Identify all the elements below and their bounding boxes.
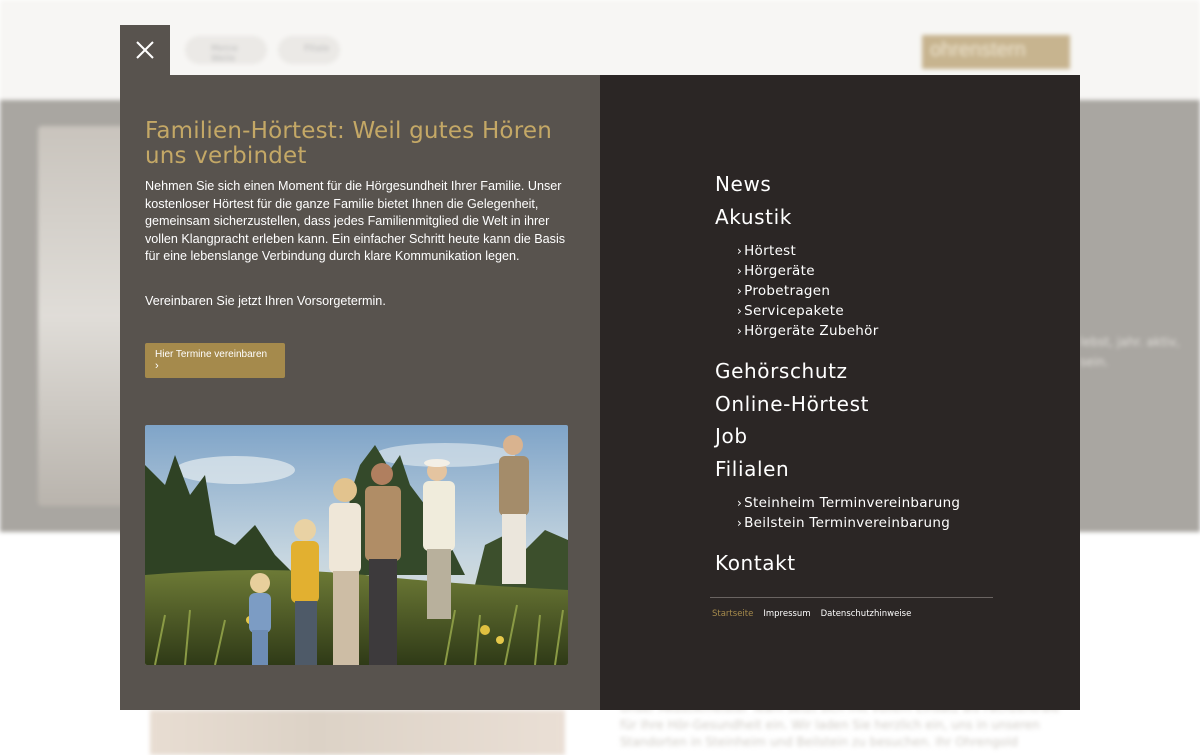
- nav-item-filialen[interactable]: Filialen: [715, 456, 790, 481]
- appointment-button[interactable]: [145, 343, 285, 378]
- chevron-right-icon: ›: [737, 496, 743, 510]
- nav-subitem-label: Probetragen: [744, 283, 831, 299]
- main-navigation: [715, 168, 1045, 580]
- filialen-submenu: [715, 485, 1045, 547]
- nav-subitem-label: Hörgeräte Zubehör: [744, 323, 879, 339]
- nav-item-kontakt[interactable]: Kontakt: [715, 551, 796, 575]
- promo-panel: [120, 75, 600, 710]
- background-text: lebst, jahr. aktiv, sein.: [1080, 335, 1180, 369]
- chevron-right-icon: ›: [737, 304, 743, 318]
- footer-link-datenschutz[interactable]: Datenschutzhinweise: [820, 609, 912, 619]
- footer-links: [712, 609, 911, 619]
- background-logo: ohrenstern: [922, 35, 1070, 69]
- chevron-right-icon: ›: [737, 324, 743, 338]
- chevron-right-icon: ›: [737, 264, 743, 278]
- nav-item-akustik[interactable]: Akustik: [715, 204, 792, 229]
- menu-modal: [120, 75, 1080, 710]
- background-photo: [150, 710, 565, 755]
- close-icon: [136, 41, 154, 59]
- nav-item-gehoerschutz[interactable]: Gehörschutz: [715, 359, 848, 383]
- akustik-submenu: [715, 233, 1045, 355]
- nav-item-online-hoertest[interactable]: Online-Hörtest: [715, 391, 870, 416]
- footer-link-startseite[interactable]: Startseite: [712, 609, 754, 619]
- nav-item-job[interactable]: Job: [715, 424, 748, 448]
- nav-subitem-beilstein[interactable]: [715, 513, 1045, 533]
- nav-subitem-label: Hörgeräte: [744, 263, 815, 279]
- nav-divider: [710, 597, 993, 598]
- promo-cta-text: Vereinbaren Sie jetzt Ihren Vorsorgetermin.: [145, 294, 386, 308]
- nav-subitem-zubehoer[interactable]: [715, 321, 1045, 341]
- footer-link-impressum[interactable]: Impressum: [763, 609, 811, 619]
- nav-subitem-label: Servicepakete: [744, 303, 844, 319]
- nav-subitem-hoertest[interactable]: [715, 241, 1045, 261]
- nav-subitem-probetragen[interactable]: [715, 281, 1045, 301]
- nav-subitem-hoergeraete[interactable]: [715, 261, 1045, 281]
- background-pill: Meine Weile: [185, 36, 267, 64]
- nav-subitem-label: Steinheim Terminvereinbarung: [744, 495, 961, 511]
- appointment-button-label: Hier Termine vereinbaren: [155, 349, 268, 360]
- nav-subitem-label: Beilstein Terminvereinbarung: [744, 515, 951, 531]
- family-photo: [145, 425, 568, 665]
- nav-subitem-label: Hörtest: [744, 243, 797, 259]
- nav-subitem-steinheim[interactable]: [715, 493, 1045, 513]
- chevron-right-icon: ›: [737, 516, 743, 530]
- promo-title: Familien-Hörtest: Weil gutes Hören uns verbindet: [145, 118, 552, 169]
- chevron-right-icon: ›: [155, 360, 159, 372]
- background-text: für Ihre Hör-Gesundheit ein. Wir laden Sie herzlich ein, uns in unseren Standorten in Steinheim und Beilstein zu besuchen. Ihr Ohrengold: [620, 718, 1040, 749]
- nav-item-news[interactable]: News: [715, 172, 772, 196]
- nav-subitem-servicepakete[interactable]: [715, 301, 1045, 321]
- promo-body: Nehmen Sie sich einen Moment für die Hörgesundheit Ihrer Familie. Unser kostenloser Hörtest für die ganze Familie bietet Ihnen die Gelegenheit, gemeinsam sicherzustellen, dass jedes Familienmitglied die Welt in ihrer vollen Klangpracht erleben kann. Ein einfacher Schritt heute kann die Basis für eine lebenslange Verbindung durch klare Kommunikation legen.: [145, 179, 566, 264]
- close-button[interactable]: [120, 25, 170, 75]
- chevron-right-icon: ›: [737, 284, 743, 298]
- chevron-right-icon: ›: [737, 244, 743, 258]
- navigation-panel: [600, 75, 1080, 710]
- background-pill: Filiale: [278, 36, 340, 64]
